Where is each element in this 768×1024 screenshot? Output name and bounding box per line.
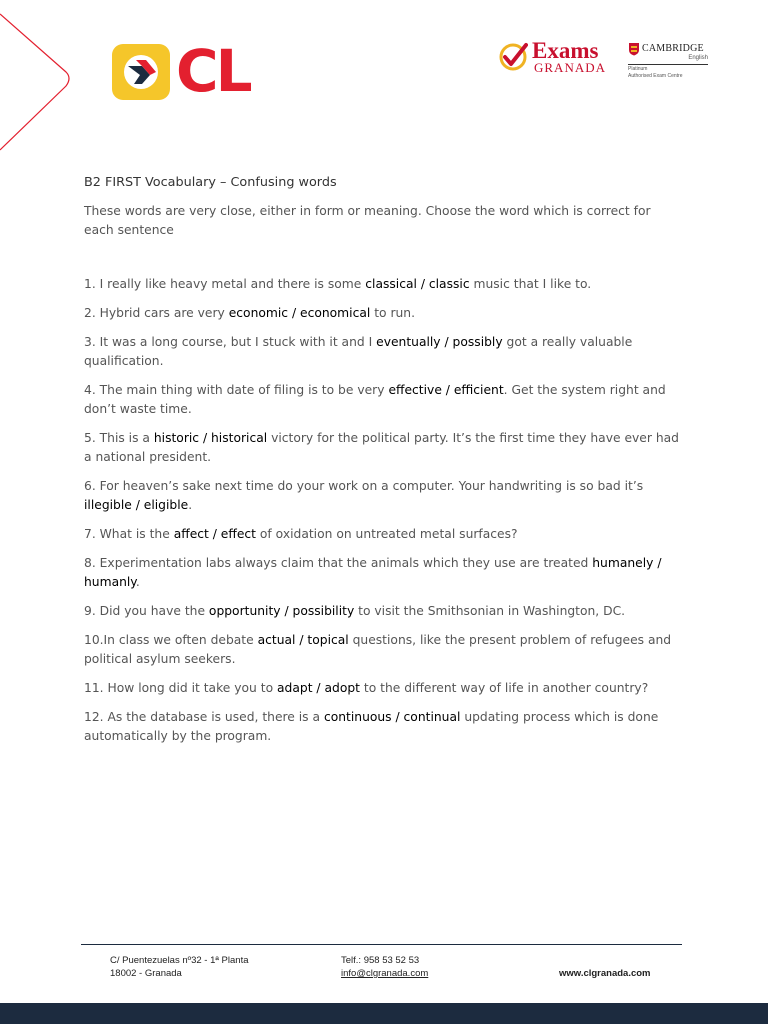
corner-decoration (0, 0, 90, 160)
word-choice: affect / effect (173, 527, 256, 541)
word-choice: economic / economical (228, 306, 371, 320)
question-item (84, 275, 684, 294)
question-text-end: . (188, 498, 193, 512)
question-text: 7. What is the (84, 527, 174, 541)
word-choice: classical / classic (365, 277, 470, 291)
cl-logo-text: CL (176, 37, 250, 105)
word-choice: adapt / adopt (277, 681, 360, 695)
question-text: 12. As the database is used, there is a (84, 710, 324, 724)
question-text-end: . Get the system right and don’t waste time. (84, 383, 666, 416)
word-choice: continuous / continual (323, 710, 461, 724)
footer-phone: Telf.: 958 53 52 53 (341, 955, 420, 966)
word-choice: humanely / humanly (84, 556, 662, 589)
shield-icon (628, 42, 640, 56)
word-choice: opportunity / possibility (208, 604, 355, 618)
question-item (84, 679, 684, 698)
question-item (84, 602, 684, 621)
question-item (84, 525, 684, 544)
word-choice: effective / efficient (388, 383, 504, 397)
word-choice: eventually / possibly (376, 335, 503, 349)
cambridge-logo-centre: Authorised Exam Centre (628, 73, 683, 79)
question-text: 2. Hybrid cars are very (84, 306, 229, 320)
question-item (84, 381, 684, 419)
footer-website-link[interactable]: www.clgranada.com (559, 968, 651, 979)
word-choice: historic / historical (153, 431, 268, 445)
cambridge-logo-platinum: Platinum (628, 66, 648, 72)
question-text-end: music that I like to. (469, 277, 592, 291)
cambridge-logo-name: CAMBRIDGE (642, 43, 704, 54)
document-title: B2 FIRST Vocabulary – Confusing words (84, 175, 337, 190)
question-item (84, 429, 684, 467)
exams-granada-logo (498, 40, 610, 76)
question-item (84, 333, 684, 371)
question-text: 3. It was a long course, but I stuck with it and I (84, 335, 377, 349)
question-text-end: of oxidation on untreated metal surfaces? (256, 527, 518, 541)
question-item (84, 554, 684, 592)
question-list (84, 275, 684, 746)
word-choice: actual / topical (257, 633, 349, 647)
question-text-end: to run. (370, 306, 415, 320)
footer-email-link[interactable]: info@clgranada.com (341, 968, 429, 979)
question-text-end: to visit the Smithsonian in Washington, DC. (354, 604, 626, 618)
question-item (84, 304, 684, 323)
document-body (84, 173, 684, 756)
question-item (84, 477, 684, 515)
footer-divider (81, 944, 682, 945)
question-text-end: updating process which is done automatically by the program. (84, 710, 659, 743)
question-text-end: to the different way of life in another country? (359, 681, 649, 695)
question-text-end: . (135, 575, 140, 589)
question-text: 9. Did you have the (84, 604, 209, 618)
question-text: 11. How long did it take you to (84, 681, 278, 695)
cl-logo-icon (112, 44, 170, 100)
footer-address-line1: C/ Puentezuelas nº32 - 1ª Planta (110, 955, 249, 966)
question-text: 8. Experimentation labs always claim that the animals which they use are treated (84, 556, 593, 570)
footer-address-line2: 18002 - Granada (110, 968, 182, 979)
word-choice: illegible / eligible (84, 498, 189, 512)
exams-logo-title: Exams (532, 38, 599, 63)
question-item (84, 631, 684, 669)
cambridge-divider (628, 64, 708, 65)
cl-logo (112, 37, 282, 105)
question-item (84, 708, 684, 746)
document-intro: These words are very close, either in form or meaning. Choose the word which is correct for each sentence (84, 204, 651, 237)
footer-bar (0, 1003, 768, 1024)
question-text-end: got a really valuable qualification. (84, 335, 633, 368)
cambridge-logo (628, 42, 710, 84)
question-text: 1. I really like heavy metal and there is some (84, 277, 366, 291)
checkmark-icon (498, 42, 528, 72)
question-text: 5. This is a (84, 431, 154, 445)
question-text-end: victory for the political party. It’s the first time they have ever had a national president. (84, 431, 679, 464)
cambridge-logo-sub: English (688, 55, 708, 61)
question-text: 4. The main thing with date of filing is to be very (84, 383, 389, 397)
question-text: 10.In class we often debate (84, 633, 258, 647)
exams-logo-subtitle: GRANADA (534, 60, 606, 75)
question-text-end: questions, like the present problem of refugees and political asylum seekers. (84, 633, 672, 666)
question-text: 6. For heaven’s sake next time do your work on a computer. Your handwriting is so bad it’s (84, 479, 644, 493)
